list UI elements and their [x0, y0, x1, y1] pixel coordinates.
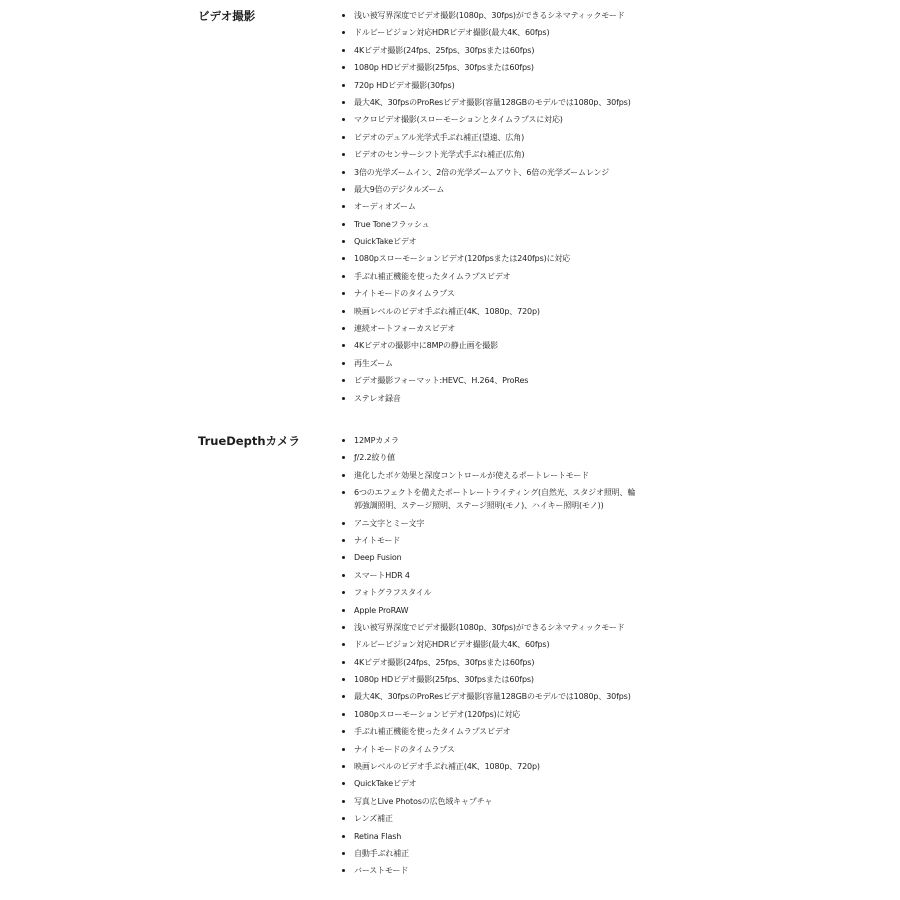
spec-item: Retina Flash [342, 830, 642, 843]
section-title-video-recording: ビデオ撮影 [198, 9, 256, 23]
spec-item: 4Kビデオの撮影中に8MPの静止画を撮影 [342, 339, 642, 352]
spec-item: 720p HDビデオ撮影(30fps) [342, 79, 642, 92]
spec-item: アニ文字とミー文字 [342, 517, 642, 530]
spec-item: Apple ProRAW [342, 604, 642, 617]
spec-item: 手ぶれ補正機能を使ったタイムラプスビデオ [342, 725, 642, 738]
spec-item: 再生ズーム [342, 357, 642, 370]
spec-item: 浅い被写界深度でビデオ撮影(1080p、30fps)ができるシネマティックモード [342, 9, 642, 22]
spec-item: 12MPカメラ [342, 434, 642, 447]
spec-item: ドルビービジョン対応HDRビデオ撮影(最大4K、60fps) [342, 638, 642, 651]
spec-item: QuickTakeビデオ [342, 777, 642, 790]
spec-item: バーストモード [342, 864, 642, 877]
video-recording-spec-list [342, 9, 642, 409]
section-title-truedepth-camera: TrueDepthカメラ [198, 434, 301, 448]
spec-item: 最大4K、30fpsのProResビデオ撮影(容量128GBのモデルでは1080p、30fps) [342, 96, 642, 109]
spec-item: オーディオズーム [342, 200, 642, 213]
spec-item: フォトグラフスタイル [342, 586, 642, 599]
spec-item: 1080pスローモーションビデオ(120fps)に対応 [342, 708, 642, 721]
spec-item: ビデオのデュアル光学式手ぶれ補正(望遠、広角) [342, 131, 642, 144]
truedepth-camera-spec-list [342, 434, 642, 882]
spec-item: ステレオ録音 [342, 392, 642, 405]
spec-item: 写真とLive Photosの広色域キャプチャ [342, 795, 642, 808]
spec-item: 1080pスローモーションビデオ(120fpsまたは240fps)に対応 [342, 252, 642, 265]
spec-item: 最大9倍のデジタルズーム [342, 183, 642, 196]
spec-item: 手ぶれ補正機能を使ったタイムラプスビデオ [342, 270, 642, 283]
spec-item: ナイトモード [342, 534, 642, 547]
spec-item: Deep Fusion [342, 551, 642, 564]
spec-item: ナイトモードのタイムラプス [342, 743, 642, 756]
spec-item: 連続オートフォーカスビデオ [342, 322, 642, 335]
spec-item: ナイトモードのタイムラプス [342, 287, 642, 300]
spec-item: 最大4K、30fpsのProResビデオ撮影(容量128GBのモデルでは1080p、30fps) [342, 690, 642, 703]
spec-item: マクロビデオ撮影(スローモーションとタイムラプスに対応) [342, 113, 642, 126]
spec-item: 浅い被写界深度でビデオ撮影(1080p、30fps)ができるシネマティックモード [342, 621, 642, 634]
spec-item: ビデオ撮影フォーマット:HEVC、H.264、ProRes [342, 374, 642, 387]
spec-item: 4Kビデオ撮影(24fps、25fps、30fpsまたは60fps) [342, 656, 642, 669]
spec-item: 映画レベルのビデオ手ぶれ補正(4K、1080p、720p) [342, 305, 642, 318]
spec-item: ƒ/2.2絞り値 [342, 451, 642, 464]
spec-item: レンズ補正 [342, 812, 642, 825]
spec-item: 3倍の光学ズームイン、2倍の光学ズームアウト、6倍の光学ズームレンジ [342, 166, 642, 179]
spec-item: 4Kビデオ撮影(24fps、25fps、30fpsまたは60fps) [342, 44, 642, 57]
spec-item: 1080p HDビデオ撮影(25fps、30fpsまたは60fps) [342, 61, 642, 74]
spec-item: スマートHDR 4 [342, 569, 642, 582]
spec-item: ビデオのセンサーシフト光学式手ぶれ補正(広角) [342, 148, 642, 161]
spec-item: 1080p HDビデオ撮影(25fps、30fpsまたは60fps) [342, 673, 642, 686]
spec-item: True Toneフラッシュ [342, 218, 642, 231]
spec-item: 映画レベルのビデオ手ぶれ補正(4K、1080p、720p) [342, 760, 642, 773]
spec-item: QuickTakeビデオ [342, 235, 642, 248]
spec-item: ドルビービジョン対応HDRビデオ撮影(最大4K、60fps) [342, 26, 642, 39]
spec-item: 進化したボケ効果と深度コントロールが使えるポートレートモード [342, 469, 642, 482]
spec-item: 自動手ぶれ補正 [342, 847, 642, 860]
spec-item: 6つのエフェクトを備えたポートレートライティング(自然光、スタジオ照明、輪郭強調照明、ステージ照明、ステージ照明(モノ)、ハイキー照明(モノ)) [342, 486, 642, 512]
